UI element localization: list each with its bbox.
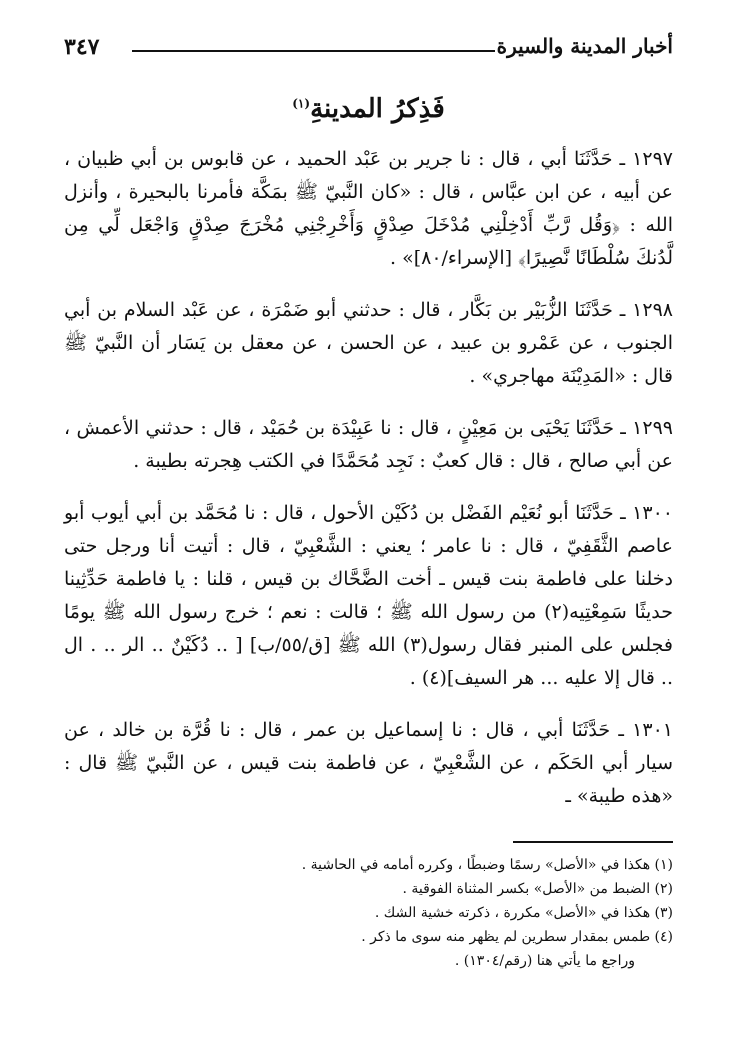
hadith-1297: ١٢٩٧ ـ حَدَّثَنَا أبي ، قال : نا جرير بن عَبْد الحميد ، عن قابوس بن أبي ظبيان ، عن أبيه ، عن ابن عبَّاس ، قال : «كان النَّبيّ ﷺ بمَكَّة فأمرنا بالبحيرة ، وأنزل الله : ﴿وَقُل رَّبِّ أَدْخِلْنِي مُدْخَلَ صِدْقٍ وَأَخْرِجْنِي مُخْرَجَ صِدْقٍ وَاجْعَل لِّي مِن لَّدُنكَ سُلْطَانًا نَّصِيرًا﴾ [الإسراء/٨٠]» .	[64, 148, 673, 269]
footnote-4: (٤) طمس بمقدار سطرين لم يظهر منه سوى ما ذكر .	[361, 929, 673, 945]
body-text	[64, 143, 673, 813]
hadith-1298: ١٢٩٨ ـ حَدَّثَنَا الزُّبَيْر بن بَكَّار ، قال : حدثني أبو ضَمْرَة ، عن عَبْد السلام بن أبي الجنوب ، عن عَمْرو بن عبيد ، عن الحسن ، عن معقل بن يَسَار أن النَّبيّ ﷺ قال : «المَدِيْنَة مهاجري» .	[64, 299, 673, 387]
footnotes	[64, 853, 673, 973]
section-title-text: فَذِكرُ المدينةِ	[310, 94, 445, 124]
hadith-1301: ١٣٠١ ـ حَدَّثَنَا أبي ، قال : نا إسماعيل بن عمر ، قال : نا قُرَّة بن خالد ، عن سيار أبي الحَكَم ، عن الشَّعْبِيّ ، عن فاطمة بنت قيس ، عن النَّبيّ ﷺ قال : «هذه طيبة» ـ	[64, 719, 673, 807]
footnote-rule	[513, 841, 673, 843]
header-rule	[132, 50, 495, 52]
hadith-1299: ١٢٩٩ ـ حَدَّثَنَا يَحْيَى بن مَعِيْنٍ ، قال : نا عَبِيْدَة بن حُمَيْد ، قال : حدثني الأعمش ، عن أبي صالح ، قال : قال كعبٌ : نَجِد مُحَمَّدًا في الكتب هِجرته بطيبة .	[64, 417, 673, 472]
book-page	[64, 24, 673, 1042]
footnote-1: (١) هكذا في «الأصل» رسمًا وضبطًا ، وكرره أمامه في الحاشية .	[301, 857, 673, 873]
section-title	[64, 94, 673, 124]
running-head: أخبار المدينة والسيرة	[496, 34, 673, 58]
hadith-1300: ١٣٠٠ ـ حَدَّثَنَا أبو نُعَيْم الفَضْل بن دُكَيْن الأحول ، قال : نا مُحَمَّد بن أبي أيوب أبو عاصم الثَّقَفِيّ ، قال : نا عامر ؛ يعني : الشَّعْبِيّ ، قال : أتيت أنا ورجل حتى دخلنا على فاطمة بنت قيس ـ أخت الضَّحَّاك بن قيس ، قلنا : يا فاطمة حَدِّثِينا حديثًا سَمِعْتِيه(٢) من رسول الله ﷺ ؛ قالت : نعم ؛ خرج رسول الله ﷺ يومًا فجلس على المنبر فقال رسول(٣) الله ﷺ [ق/٥٥/ب] [ .. دُكَيْنٌ .. الر .. . ال .. قال إلا عليه ... هر السيف](٤) .	[64, 502, 673, 689]
page-number: ٣٤٧	[64, 34, 100, 60]
footnote-2: (٢) الضبط من «الأصل» بكسر المثناة الفوقية .	[402, 881, 673, 897]
title-footnote-marker: (١)	[292, 96, 311, 111]
footnote-4-continuation: وراجع ما يأتي هنا (رقم/١٣٠٤) .	[454, 953, 635, 969]
footnote-3: (٣) هكذا في «الأصل» مكررة ، ذكرته خشية الشك .	[374, 905, 673, 921]
page-header	[64, 24, 673, 72]
